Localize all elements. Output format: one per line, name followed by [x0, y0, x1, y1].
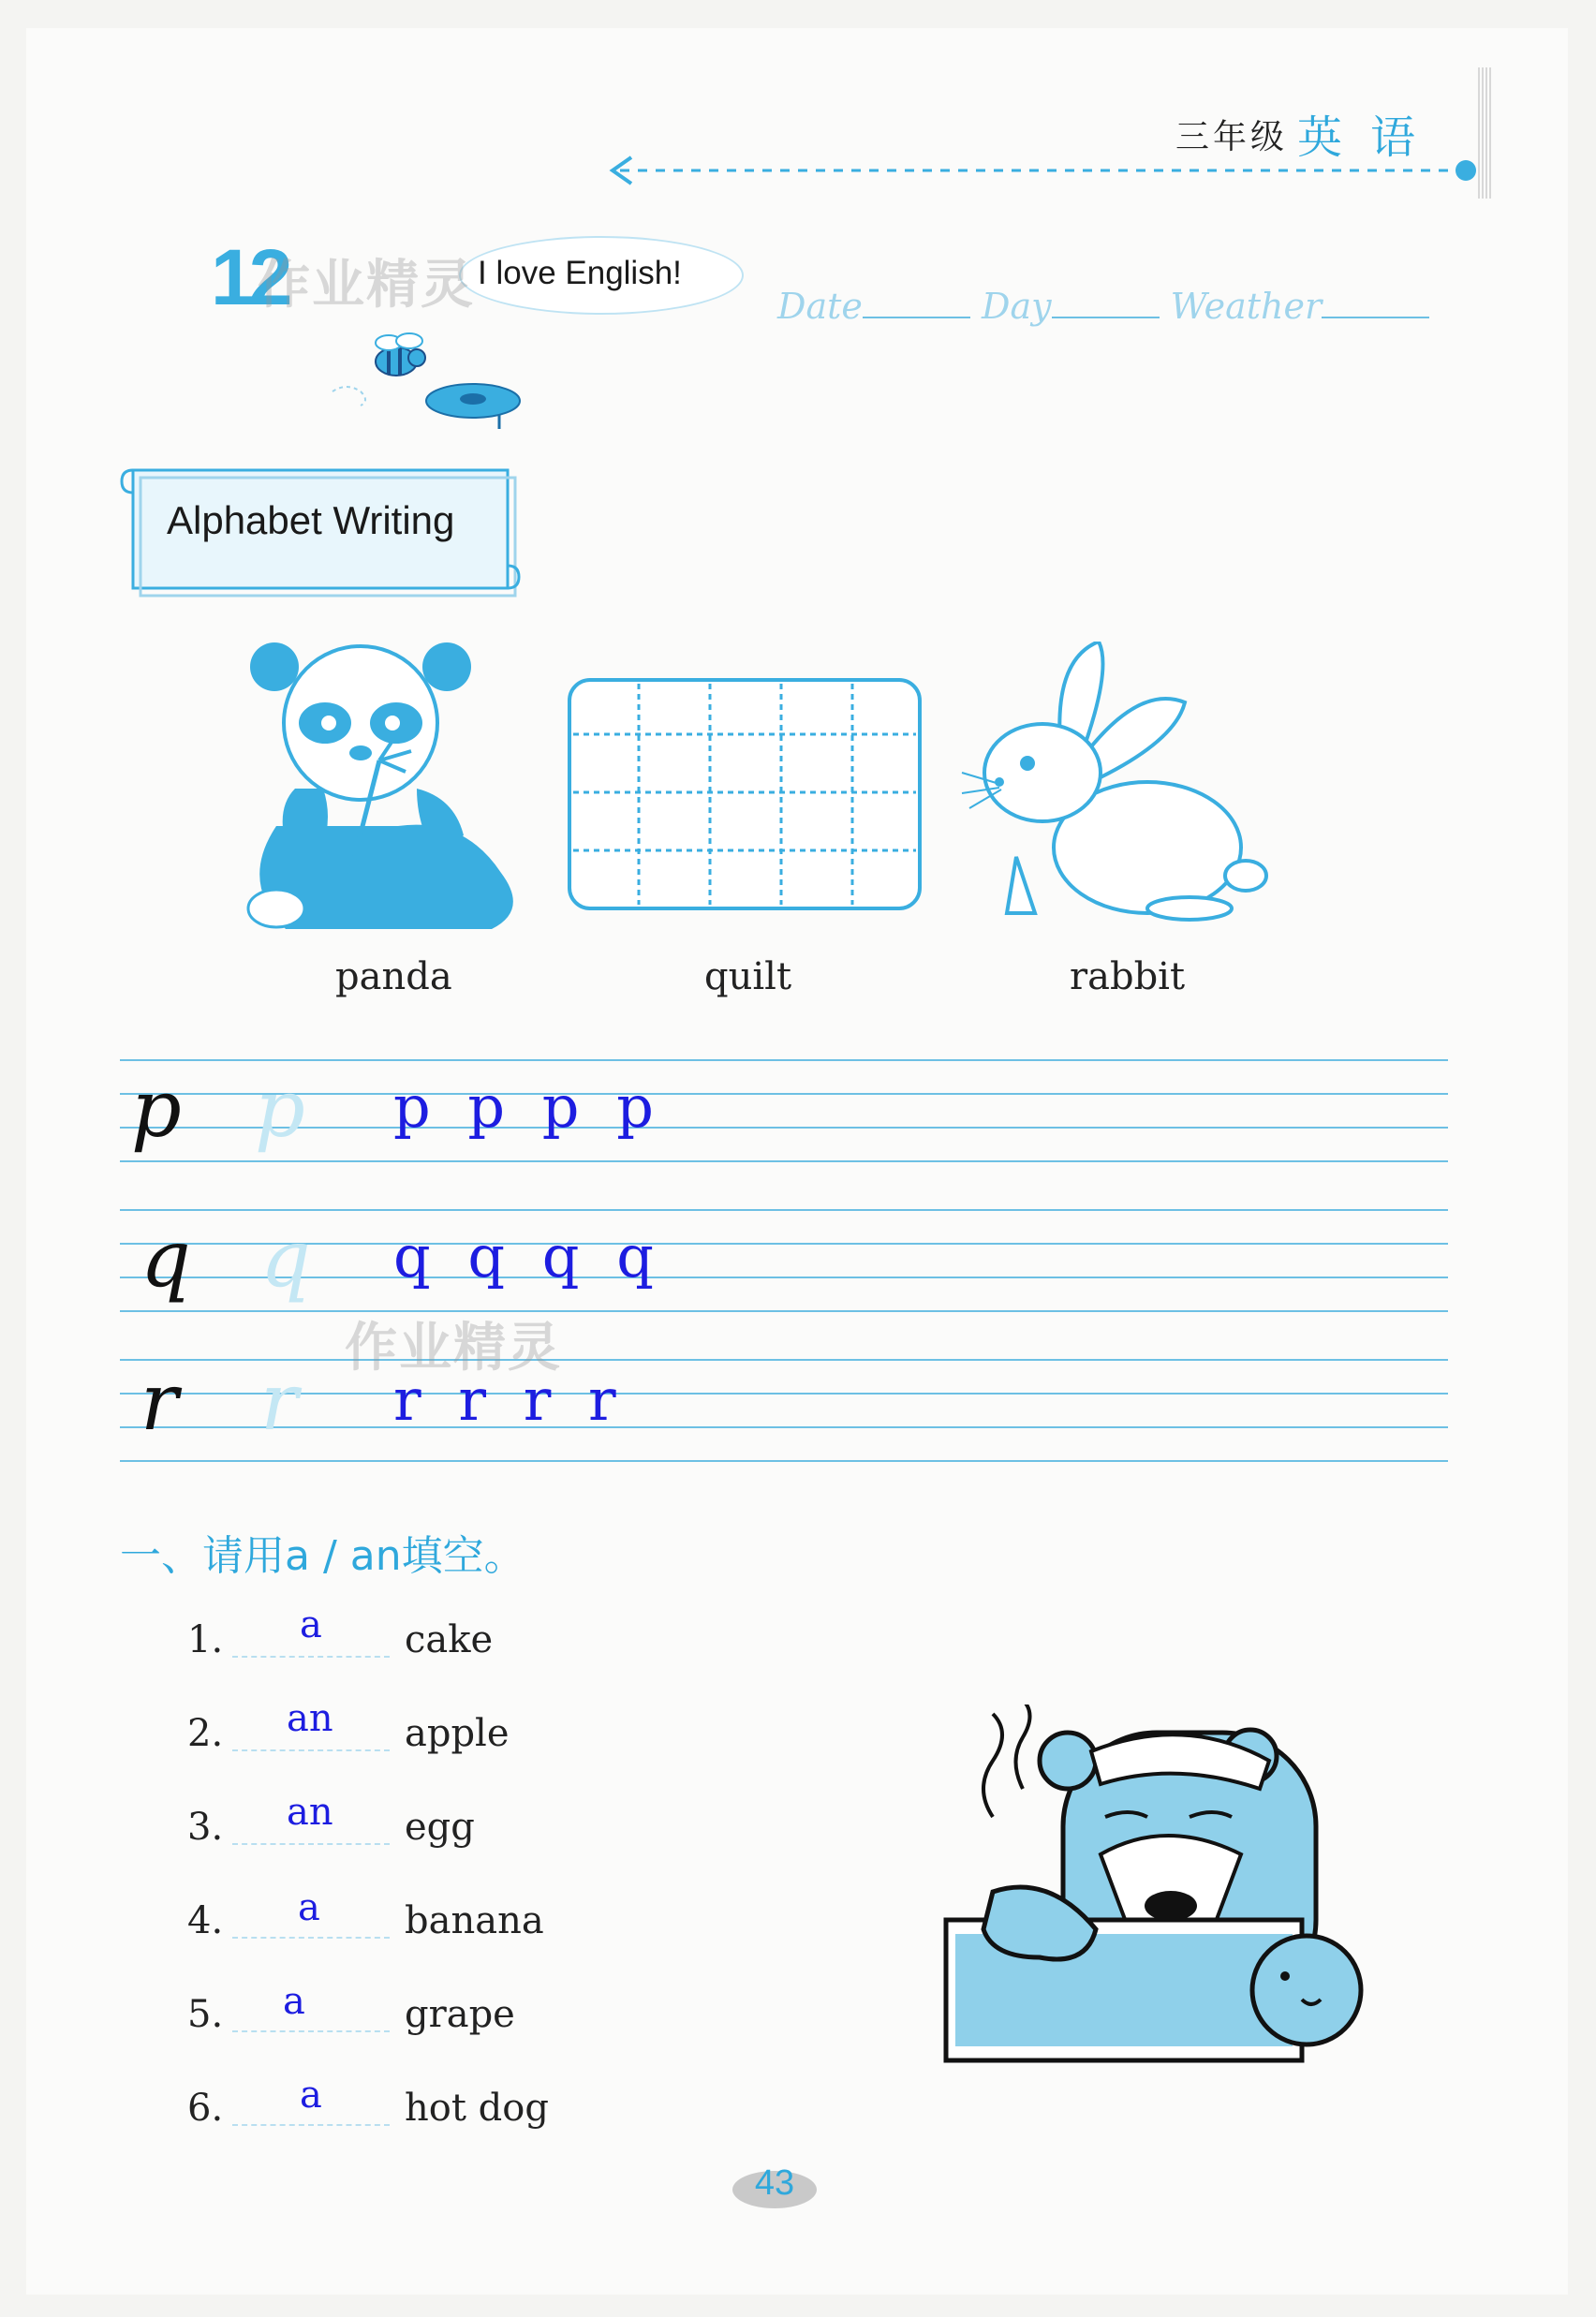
item-answer: a [283, 1980, 305, 2023]
lesson-number: 12 [211, 233, 288, 321]
letter-answer-r: r r r r [393, 1365, 626, 1434]
item-word: egg [405, 1806, 475, 1849]
letter-trace-r: r [260, 1356, 299, 1448]
page-number: 43 [754, 2163, 795, 2203]
panda-illustration [239, 629, 529, 938]
letter-model-q: q [140, 1213, 191, 1305]
header-arrow-line [599, 150, 1489, 191]
word-label-panda: panda [335, 955, 452, 998]
section-title: Alphabet Writing [167, 498, 455, 542]
item-word: hot dog [405, 2087, 549, 2130]
date-label: Date [777, 286, 863, 327]
header-grade: 三年级 [1175, 118, 1289, 156]
watermark-top: 作业精灵 [258, 255, 475, 316]
day-label: Day [981, 286, 1052, 327]
item-answer: an [287, 1791, 333, 1834]
header-subject: 英语 [1297, 111, 1444, 164]
letter-answer-p: p p p p [393, 1072, 663, 1141]
item-number: 3. [187, 1806, 224, 1849]
weather-blank[interactable] [1322, 288, 1429, 318]
item-answer: a [300, 2073, 322, 2117]
date-day-weather-line [777, 286, 1429, 327]
item-word: cake [405, 1618, 494, 1661]
item-number: 2. [187, 1712, 224, 1755]
item-number: 4. [187, 1899, 224, 1942]
item-number: 5. [187, 1993, 224, 2036]
exercise-heading: 一、请用a / an填空。 [120, 1532, 525, 1580]
word-label-quilt: quilt [704, 955, 792, 998]
item-word: grape [405, 1993, 515, 2036]
sleepy-bear-illustration [937, 1705, 1377, 2070]
letter-model-p: p [131, 1063, 182, 1155]
letter-trace-p: p [255, 1063, 305, 1155]
item-number: 1. [187, 1618, 224, 1661]
lesson-title: I love English! [478, 255, 682, 291]
date-blank[interactable] [863, 288, 970, 318]
item-word: banana [405, 1899, 544, 1942]
watermark-middle: 作业精灵 [345, 1318, 562, 1379]
handwriting-grid [120, 1049, 1450, 1470]
item-word: apple [405, 1712, 510, 1755]
word-label-rabbit: rabbit [1070, 955, 1186, 998]
bee-flower-icon [323, 326, 567, 429]
letter-trace-q: q [260, 1213, 311, 1305]
answer-blank[interactable] [232, 1987, 390, 2032]
item-answer: an [287, 1697, 333, 1740]
item-answer: a [298, 1886, 320, 1929]
letter-model-r: r [140, 1356, 179, 1448]
weather-label: Weather [1170, 286, 1323, 327]
letter-answer-q: q q q q [393, 1222, 663, 1291]
rabbit-illustration [960, 642, 1278, 922]
quilt-illustration [562, 672, 927, 916]
item-answer: a [300, 1603, 322, 1646]
item-number: 6. [187, 2087, 224, 2130]
day-blank[interactable] [1052, 288, 1160, 318]
